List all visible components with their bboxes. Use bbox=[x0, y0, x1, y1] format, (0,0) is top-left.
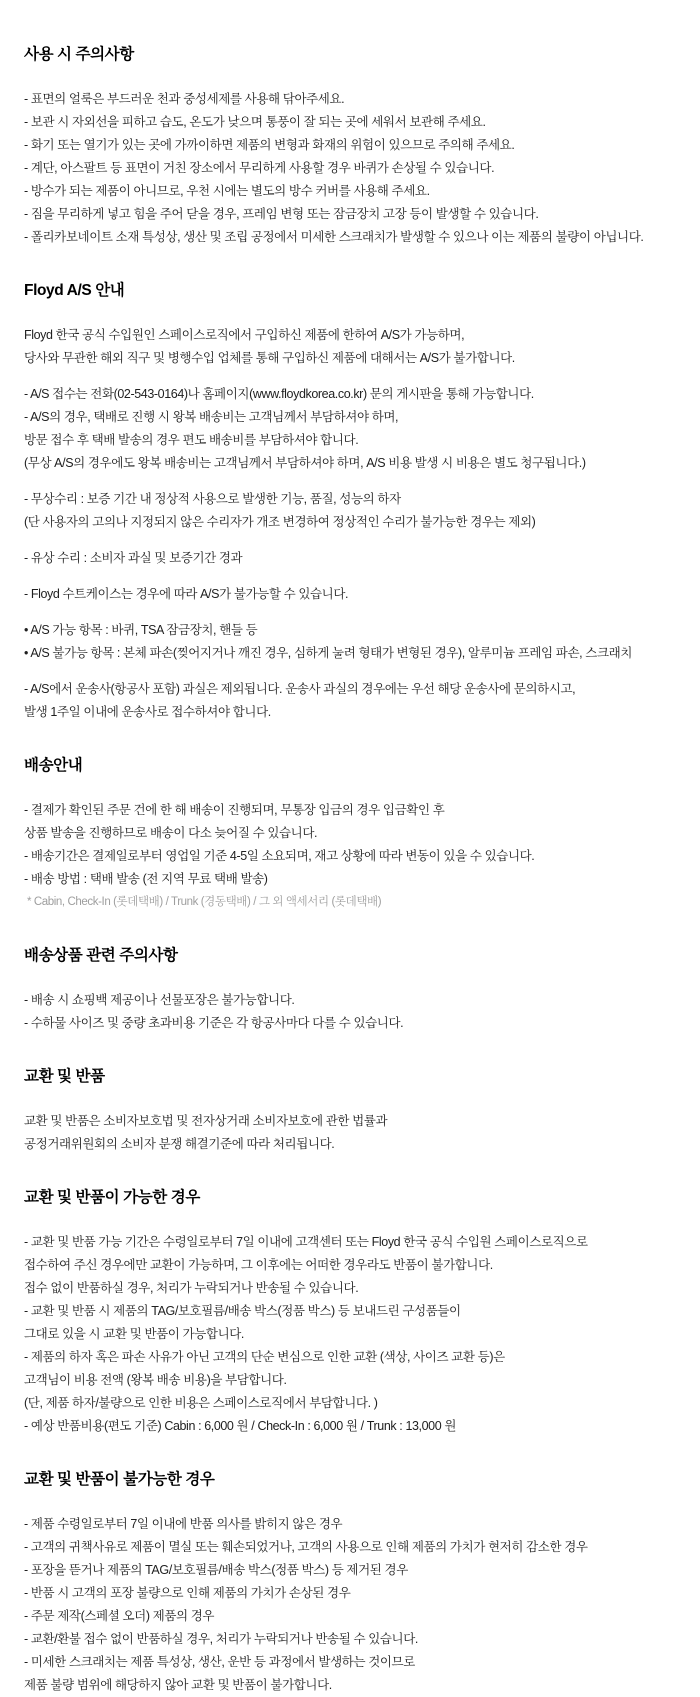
policy-line: - A/S 접수는 전화(02-543-0164)나 홈페이지(www.floydkorea.co.kr) 문의 게시판을 통해 가능합니다. bbox=[24, 387, 534, 401]
policy-line: - 제품 수령일로부터 7일 이내에 반품 의사를 밝히지 않은 경우 bbox=[24, 1517, 343, 1531]
policy-line: - 유상 수리 : 소비자 과실 및 보증기간 경과 bbox=[24, 551, 243, 565]
paragraph-group bbox=[24, 583, 674, 606]
policy-section-shipping-product-precautions bbox=[24, 943, 674, 1035]
section-title-usage-precautions: 사용 시 주의사항 bbox=[24, 46, 134, 63]
policy-line: - 표면의 얼룩은 부드러운 천과 중성세제를 사용해 닦아주세요. bbox=[24, 92, 345, 106]
policy-line: 발생 1주일 이내에 운송사로 접수하셔야 합니다. bbox=[24, 705, 271, 719]
policy-line: - 주문 제작(스페셜 오더) 제품의 경우 bbox=[24, 1609, 215, 1623]
policy-line: (단, 제품 하자/불량으로 인한 비용은 스페이스로직에서 부담합니다. ) bbox=[24, 1396, 378, 1410]
policy-line: - A/S의 경우, 택배로 진행 시 왕복 배송비는 고객님께서 부담하셔야 하며, bbox=[24, 410, 399, 424]
paragraph-group bbox=[24, 324, 674, 370]
policy-line: - 포장을 뜯거나 제품의 TAG/보호필름/배송 박스(정품 박스) 등 제거된 경우 bbox=[24, 1563, 408, 1577]
paragraph-group bbox=[24, 488, 674, 534]
policy-line: - A/S에서 운송사(항공사 포함) 과실은 제외됩니다. 운송사 과실의 경우에는 우선 해당 운송사에 문의하시고, bbox=[24, 682, 576, 696]
section-title-shipping-product-precautions: 배송상품 관련 주의사항 bbox=[24, 947, 178, 964]
policy-line: • A/S 가능 항목 : 바퀴, TSA 잠금장치, 핸들 등 bbox=[24, 623, 258, 637]
policy-section-floyd-as-guide bbox=[24, 278, 674, 724]
paragraph-group bbox=[24, 547, 674, 570]
paragraph-group bbox=[24, 799, 674, 914]
section-title-exchange-return: 교환 및 반품 bbox=[24, 1068, 105, 1085]
policy-line: - 반품 시 고객의 포장 불량으로 인해 제품의 가치가 손상된 경우 bbox=[24, 1586, 351, 1600]
policy-line: 접수 없이 반품하실 경우, 처리가 누락되거나 반송될 수 있습니다. bbox=[24, 1281, 359, 1295]
paragraph-group bbox=[24, 989, 674, 1035]
paragraph-group bbox=[24, 1513, 674, 1697]
paragraph-group bbox=[24, 1231, 674, 1438]
policy-section-exchange-return-impossible bbox=[24, 1467, 674, 1697]
policy-line: - 폴리카보네이트 소재 특성상, 생산 및 조립 공정에서 미세한 스크래치가 발생할 수 있으나 이는 제품의 불량이 아닙니다. bbox=[24, 230, 644, 244]
policy-section-usage-precautions bbox=[24, 42, 674, 249]
policy-line: Floyd 한국 공식 수입원인 스페이스로직에서 구입하신 제품에 한하여 A/S가 가능하며, bbox=[24, 328, 465, 342]
policy-line: - 수하물 사이즈 및 중량 초과비용 기준은 각 항공사마다 다를 수 있습니다. bbox=[24, 1016, 404, 1030]
policy-line: 당사와 무관한 해외 직구 및 병행수입 업체를 통해 구입하신 제품에 대해서는 A/S가 불가합니다. bbox=[24, 351, 515, 365]
policy-line: 방문 접수 후 택배 발송의 경우 편도 배송비를 부담하셔야 합니다. bbox=[24, 433, 359, 447]
policy-line: - 교환 및 반품 시 제품의 TAG/보호필름/배송 박스(정품 박스) 등 보내드린 구성품들이 bbox=[24, 1304, 461, 1318]
policy-line: - 결제가 확인된 주문 건에 한 해 배송이 진행되며, 무통장 입금의 경우 입금확인 후 bbox=[24, 803, 445, 817]
policy-line: - 무상수리 : 보증 기간 내 정상적 사용으로 발생한 기능, 품질, 성능의 하자 bbox=[24, 492, 401, 506]
paragraph-group bbox=[24, 88, 674, 249]
policy-line: - 배송 방법 : 택배 발송 (전 지역 무료 택배 발송) bbox=[24, 872, 268, 886]
policy-line: - Floyd 수트케이스는 경우에 따라 A/S가 불가능할 수 있습니다. bbox=[24, 587, 349, 601]
paragraph-group bbox=[24, 383, 674, 475]
section-title-exchange-return-impossible: 교환 및 반품이 불가능한 경우 bbox=[24, 1471, 215, 1488]
section-title-floyd-as-guide: Floyd A/S 안내 bbox=[24, 282, 125, 299]
policy-line: - 배송 시 쇼핑백 제공이나 선물포장은 불가능합니다. bbox=[24, 993, 295, 1007]
policy-line: 고객님이 비용 전액 (왕복 배송 비용)을 부담합니다. bbox=[24, 1373, 287, 1387]
policy-section-exchange-return-possible bbox=[24, 1185, 674, 1438]
policy-line: 공정거래위원회의 소비자 분쟁 해결기준에 따라 처리됩니다. bbox=[24, 1137, 335, 1151]
policy-line: - 계단, 아스팔트 등 표면이 거친 장소에서 무리하게 사용할 경우 바퀴가 손상될 수 있습니다. bbox=[24, 161, 495, 175]
policy-line: 상품 발송을 진행하므로 배송이 다소 늦어질 수 있습니다. bbox=[24, 826, 318, 840]
fine-print-line: * Cabin, Check-In (롯데택배) / Trunk (경동택배) / 그 외 액세서리 (롯데택배) bbox=[27, 896, 382, 908]
policy-line: - 제품의 하자 혹은 파손 사유가 아닌 고객의 단순 변심으로 인한 교환 (색상, 사이즈 교환 등)은 bbox=[24, 1350, 505, 1364]
policy-line: - 미세한 스크래치는 제품 특성상, 생산, 운반 등 과정에서 발생하는 것이므로 bbox=[24, 1655, 415, 1669]
policy-line: - 배송기간은 결제일로부터 영업일 기준 4-5일 소요되며, 재고 상황에 따라 변동이 있을 수 있습니다. bbox=[24, 849, 535, 863]
policy-line: - 예상 반품비용(편도 기준) Cabin : 6,000 원 / Check-In : 6,000 원 / Trunk : 13,000 원 bbox=[24, 1419, 457, 1433]
policy-line: - 방수가 되는 제품이 아니므로, 우천 시에는 별도의 방수 커버를 사용해 주세요. bbox=[24, 184, 430, 198]
section-title-exchange-return-possible: 교환 및 반품이 가능한 경우 bbox=[24, 1189, 200, 1206]
policy-line: 제품 불량 범위에 해당하지 않아 교환 및 반품이 불가합니다. bbox=[24, 1678, 332, 1692]
policy-line: • A/S 불가능 항목 : 본체 파손(찢어지거나 깨진 경우, 심하게 눌려 형태가 변형된 경우), 알루미늄 프레임 파손, 스크래치 bbox=[24, 646, 632, 660]
policy-line: - 고객의 귀책사유로 제품이 멸실 또는 훼손되었거나, 고객의 사용으로 인해 제품의 가치가 현저히 감소한 경우 bbox=[24, 1540, 588, 1554]
policy-line: (무상 A/S의 경우에도 왕복 배송비는 고객님께서 부담하셔야 하며, A/S 비용 발생 시 비용은 별도 청구됩니다.) bbox=[24, 456, 586, 470]
paragraph-group bbox=[24, 678, 674, 724]
policy-section-exchange-return bbox=[24, 1064, 674, 1156]
paragraph-group bbox=[24, 1110, 674, 1156]
policy-line: 접수하여 주신 경우에만 교환이 가능하며, 그 이후에는 어떠한 경우라도 반품이 불가합니다. bbox=[24, 1258, 493, 1272]
policy-line: (단 사용자의 고의나 지정되지 않은 수리자가 개조 변경하여 정상적인 수리가 불가능한 경우는 제외) bbox=[24, 515, 536, 529]
policy-line: - 교환/환불 접수 없이 반품하실 경우, 처리가 누락되거나 반송될 수 있습니다. bbox=[24, 1632, 418, 1646]
policy-line: 교환 및 반품은 소비자보호법 및 전자상거래 소비자보호에 관한 법률과 bbox=[24, 1114, 388, 1128]
policy-section-shipping-guide bbox=[24, 753, 674, 914]
policy-line: - 보관 시 자외선을 피하고 습도, 온도가 낮으며 통풍이 잘 되는 곳에 세워서 보관해 주세요. bbox=[24, 115, 486, 129]
policy-line: - 짐을 무리하게 넣고 힘을 주어 닫을 경우, 프레임 변형 또는 잠금장치 고장 등이 발생할 수 있습니다. bbox=[24, 207, 539, 221]
paragraph-group bbox=[24, 619, 674, 665]
policy-line: - 화기 또는 열기가 있는 곳에 가까이하면 제품의 변형과 화재의 위험이 있으므로 주의해 주세요. bbox=[24, 138, 515, 152]
section-title-shipping-guide: 배송안내 bbox=[24, 757, 83, 774]
policy-line: 그대로 있을 시 교환 및 반품이 가능합니다. bbox=[24, 1327, 244, 1341]
policy-line: - 교환 및 반품 가능 기간은 수령일로부터 7일 이내에 고객센터 또는 Floyd 한국 공식 수입원 스페이스로직으로 bbox=[24, 1235, 588, 1249]
